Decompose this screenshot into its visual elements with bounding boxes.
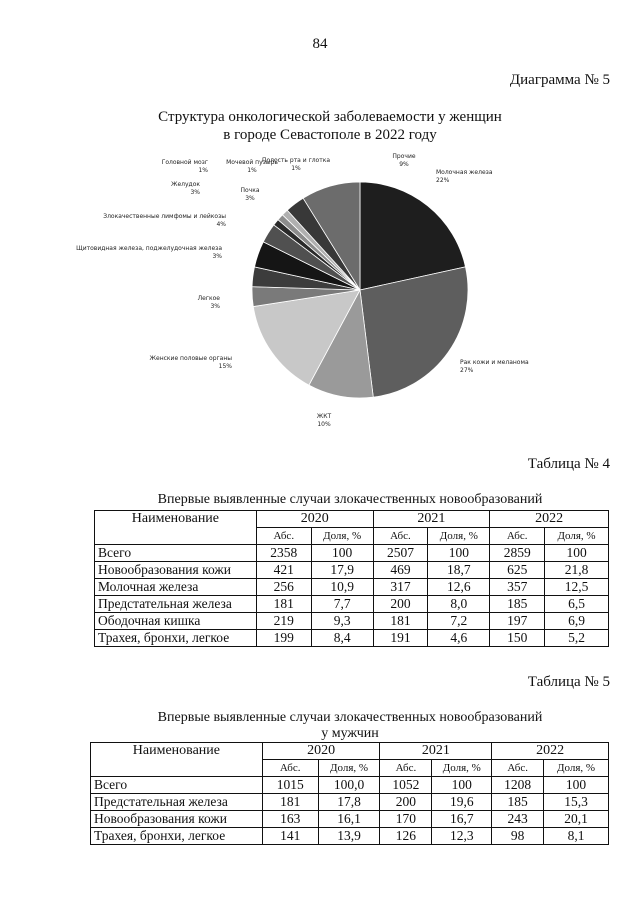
pie-slice-label	[460, 359, 529, 374]
pie-slice-name: ЖКТ	[316, 413, 332, 420]
pie-slice-name: Мочевой пузырь	[226, 159, 278, 166]
pie-slice-name: Молочная железа	[436, 169, 493, 176]
pie-slice-label	[198, 295, 221, 310]
table4-cell: 12,6	[428, 579, 490, 596]
table4-cell: 100	[545, 545, 609, 562]
pie-slice-name: Щитовидная железа, поджелудочная железа	[76, 245, 222, 252]
table4-cell: 4,6	[428, 630, 490, 647]
table4-row-name: Трахея, бронхи, легкое	[95, 630, 257, 647]
table4	[94, 510, 609, 647]
table5-sub-share: Доля, %	[432, 760, 492, 777]
table5-caption-line-2: у мужчин	[321, 726, 379, 741]
table4-row	[95, 562, 609, 579]
table4-row	[95, 545, 609, 562]
table4-label: Таблица № 4	[527, 456, 610, 472]
table5-header-row	[91, 743, 609, 760]
table5-row	[91, 777, 609, 794]
table5-sub-share: Доля, %	[318, 760, 380, 777]
table4-cell: 191	[373, 630, 428, 647]
table5-name-header: Наименование	[91, 743, 263, 777]
table5-cell: 1208	[492, 777, 544, 794]
table5-cell: 126	[380, 828, 432, 845]
table5-caption-line-1: Впервые выявленные случаи злокачественных новообразований	[157, 710, 543, 725]
table4-caption: Впервые выявленные случаи злокачественных новообразований	[157, 492, 543, 507]
table5-cell: 100,0	[318, 777, 380, 794]
pie-slice-value: 1%	[291, 165, 301, 172]
table4-sub-abs: Абс.	[373, 528, 428, 545]
table4-cell: 8,0	[428, 596, 490, 613]
pie-slice-name: Женские половые органы	[149, 355, 232, 362]
table4-cell: 199	[256, 630, 311, 647]
table5-cell: 8,1	[544, 828, 609, 845]
table4-cell: 9,3	[311, 613, 373, 630]
pie-slice-name: Желудок	[171, 181, 200, 188]
table5-sub-share: Доля, %	[544, 760, 609, 777]
pie-slice-value: 3%	[245, 195, 255, 202]
pie-slice-value: 3%	[210, 303, 220, 310]
pie-chart	[76, 150, 560, 440]
table5-cell: 100	[544, 777, 609, 794]
chart-title	[130, 108, 530, 144]
table5-row-name: Всего	[91, 777, 263, 794]
table4-cell: 12,5	[545, 579, 609, 596]
table5-cell: 200	[380, 794, 432, 811]
table5-cell: 98	[492, 828, 544, 845]
table4-sub-share: Доля, %	[311, 528, 373, 545]
table5	[90, 742, 609, 845]
pie-slice-name: Головной мозг	[161, 159, 208, 166]
pie-slice-label	[436, 169, 493, 184]
table4-cell: 421	[256, 562, 311, 579]
pie-slice-value: 1%	[198, 167, 208, 174]
table4-row	[95, 596, 609, 613]
pie-slice-label	[392, 153, 415, 168]
table4-row	[95, 630, 609, 647]
table5-year-2020: 2020	[262, 743, 380, 760]
table5-cell: 100	[432, 777, 492, 794]
table5-cell: 20,1	[544, 811, 609, 828]
table4-row-name: Молочная железа	[95, 579, 257, 596]
table5-cell: 185	[492, 794, 544, 811]
table4-sub-share: Доля, %	[428, 528, 490, 545]
pie-slice	[360, 267, 468, 397]
table4-cell: 219	[256, 613, 311, 630]
table4-cell: 6,9	[545, 613, 609, 630]
pie-slice-value: 22%	[436, 177, 450, 184]
table5-cell: 243	[492, 811, 544, 828]
table4-row-name: Всего	[95, 545, 257, 562]
table5-cell: 19,6	[432, 794, 492, 811]
table4-cell: 197	[490, 613, 545, 630]
table4-row-name: Предстательная железа	[95, 596, 257, 613]
table4-cell: 18,7	[428, 562, 490, 579]
table4-cell: 317	[373, 579, 428, 596]
table4-sub-abs: Абс.	[490, 528, 545, 545]
pie-slice-name: Легкое	[197, 295, 220, 302]
table4-row	[95, 613, 609, 630]
table4-row-name: Новообразования кожи	[95, 562, 257, 579]
table4-cell: 185	[490, 596, 545, 613]
pie-slice-value: 9%	[399, 161, 409, 168]
table5-row-name: Предстательная железа	[91, 794, 263, 811]
pie-slice-value: 1%	[247, 167, 257, 174]
table4-year-2021: 2021	[373, 511, 490, 528]
table4-cell: 200	[373, 596, 428, 613]
table4-cell: 150	[490, 630, 545, 647]
table5-cell: 1015	[262, 777, 318, 794]
table5-cell: 13,9	[318, 828, 380, 845]
table5-sub-abs: Абс.	[380, 760, 432, 777]
table4-year-2020: 2020	[256, 511, 373, 528]
table5-cell: 15,3	[544, 794, 609, 811]
chart-title-line-1: Структура онкологической заболеваемости у женщин	[158, 109, 502, 125]
table5-cell: 16,7	[432, 811, 492, 828]
table5-cell: 141	[262, 828, 318, 845]
table5-cell: 16,1	[318, 811, 380, 828]
table5-label: Таблица № 5	[527, 674, 610, 690]
table5-row	[91, 794, 609, 811]
pie-slice-label	[317, 413, 332, 428]
table4-row	[95, 579, 609, 596]
table5-row	[91, 811, 609, 828]
table4-cell: 100	[311, 545, 373, 562]
table4-sub-share: Доля, %	[545, 528, 609, 545]
table4-cell: 6,5	[545, 596, 609, 613]
table5-cell: 163	[262, 811, 318, 828]
pie-slice-label	[240, 187, 259, 202]
table5-row-name: Новообразования кожи	[91, 811, 263, 828]
table5-row-name: Трахея, бронхи, легкое	[91, 828, 263, 845]
table4-cell: 7,2	[428, 613, 490, 630]
table5-year-2022: 2022	[492, 743, 609, 760]
table5-cell: 181	[262, 794, 318, 811]
pie-slice-label	[162, 159, 209, 174]
pie-slice-label	[76, 245, 222, 260]
pie-slice-name: Рак кожи и меланома	[460, 359, 529, 366]
pie-slice-value: 15%	[218, 363, 232, 370]
table4-cell: 469	[373, 562, 428, 579]
chart-title-line-2: в городе Севастополе в 2022 году	[223, 127, 437, 143]
pie-slice-value: 3%	[190, 189, 200, 196]
pie-slice-label	[150, 355, 233, 370]
table5-cell: 17,8	[318, 794, 380, 811]
pie-slice-value: 3%	[212, 253, 222, 260]
pie-slice-label	[171, 181, 200, 196]
table4-row-name: Ободочная кишка	[95, 613, 257, 630]
table5-cell: 1052	[380, 777, 432, 794]
table4-cell: 5,2	[545, 630, 609, 647]
pie-slice-name: Почка	[240, 187, 260, 194]
table5-cell: 170	[380, 811, 432, 828]
table4-cell: 2507	[373, 545, 428, 562]
pie-slice-value: 4%	[216, 221, 226, 228]
table5-sub-abs: Абс.	[262, 760, 318, 777]
page-number: 84	[312, 36, 328, 52]
pie-slice-name: Прочие	[392, 153, 416, 160]
table4-cell: 181	[373, 613, 428, 630]
table4-cell: 8,4	[311, 630, 373, 647]
pie-slice-name: Злокачественные лимфомы и лейкозы	[103, 213, 226, 220]
table4-name-header: Наименование	[95, 511, 257, 545]
table4-cell: 625	[490, 562, 545, 579]
table4-cell: 17,9	[311, 562, 373, 579]
table4-cell: 2358	[256, 545, 311, 562]
table4-cell: 10,9	[311, 579, 373, 596]
table5-sub-abs: Абс.	[492, 760, 544, 777]
table4-cell: 100	[428, 545, 490, 562]
pie-slice-value: 27%	[460, 367, 474, 374]
table4-cell: 181	[256, 596, 311, 613]
table5-caption	[90, 710, 610, 742]
pie-slice-name: Полость рта и глотка	[261, 157, 331, 164]
diagram-label: Диаграмма № 5	[509, 72, 610, 88]
table4-cell: 7,7	[311, 596, 373, 613]
table4-cell: 2859	[490, 545, 545, 562]
table5-year-2021: 2021	[380, 743, 492, 760]
pie-slice-label	[103, 213, 226, 228]
table4-header-row	[95, 511, 609, 528]
pie-chart-svg	[76, 150, 560, 440]
table4-cell: 21,8	[545, 562, 609, 579]
table5-row	[91, 828, 609, 845]
table4-year-2022: 2022	[490, 511, 609, 528]
table4-cell: 357	[490, 579, 545, 596]
table5-cell: 12,3	[432, 828, 492, 845]
table4-sub-abs: Абс.	[256, 528, 311, 545]
pie-slice-value: 10%	[317, 421, 331, 428]
table4-cell: 256	[256, 579, 311, 596]
